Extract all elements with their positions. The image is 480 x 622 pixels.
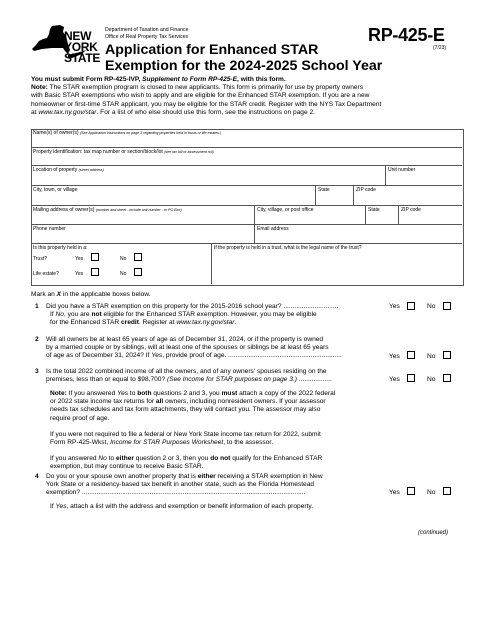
property-location-field[interactable]: Location of property (street address) <box>31 165 385 185</box>
logo-line-york: YORK <box>64 40 98 54</box>
department-name: Department of Taxation and Finance Office of Real Property Tax Services <box>105 27 189 40</box>
q2-no-label: No <box>427 353 436 360</box>
q4-attach-instruction: If Yes, attach a list with the address and exemption or benefit information of each property. <box>50 503 314 510</box>
form-title: Application for Enhanced STAR Exemption for the 2024-2025 School Year <box>105 42 383 74</box>
q3-note: Note: If you answered Yes to both questions 2 and 3, you must attach a copy of the 2022 federal or 2022 state income tax returns for all owners, including nonresident owners. If your assessor needs tax schedules and tax form attachments, they will contact you. The assessor may also require proof of age. <box>50 390 336 422</box>
question-4-number: 4 <box>35 473 39 480</box>
trust-no-label: No <box>120 256 127 262</box>
logo-line-new: NEW <box>64 29 92 43</box>
trust-yes-checkbox[interactable] <box>91 253 99 261</box>
form-revision: (7/23) <box>433 45 447 51</box>
unit-number-field[interactable]: Unit number <box>385 165 462 185</box>
life-estate-label: Life estate? <box>33 271 59 277</box>
owners-name-field[interactable]: Name(s) of owner(s) (See Application instructions on page 3 regarding properties held in trusts or life estates.) <box>33 130 222 136</box>
mark-instruction: Mark an X in the applicable boxes below. <box>31 291 151 298</box>
must-submit-line: You must submit Form RP-425-IVP, Supplement to Form RP-425-E, with this form. <box>31 76 286 83</box>
phone-field[interactable]: Phone number <box>31 224 254 243</box>
q1-yes-label: Yes <box>389 303 400 310</box>
intro-text: You must submit Form RP-425-IVP, Supplement to Form RP-425-E, with this form. Note: The STAR exemption program is closed to new applicants. This form is primarily for use by property owners with Basic STAR exemptions who wish to apply and are eligible for the Enhanced STAR exemption. If you are a new homeowner or first-time STAR applicant, you may be eligible for the STAR credit. Register with the NYS Tax Department at www.tax.ny.gov/star. For a list of who else should use this form, see the instructions on page 2. <box>31 76 461 117</box>
life-estate-no-label: No <box>120 271 127 277</box>
mailing-address-field[interactable]: Mailing address of owner(s) (number and street - include unit number - or PO Box) <box>31 205 254 224</box>
question-2-number: 2 <box>35 336 39 343</box>
register-link[interactable]: www.tax.ny.gov/star <box>176 319 235 327</box>
logo-wordmark <box>64 31 100 64</box>
trust-yes-label: Yes <box>75 256 84 262</box>
question-2-text: Will all owners be at least 65 years of age as of December 31, 2024, or if the property is owned by a married couple or by siblings, will at least one of the spouses or siblings be at least 65 years of age as of December 31, 2024? If Yes, provide proof of age. .............................................................. <box>46 336 342 360</box>
q1-yes-checkbox[interactable] <box>407 302 415 310</box>
life-estate-no-checkbox[interactable] <box>134 268 142 276</box>
star-website-link[interactable]: www.tax.ny.gov/star <box>38 108 97 116</box>
q3-worksheet-paragraph: If you were not required to file a federal or New York State income tax return for 2022, submit Form RP-425-Wkst, Income for STAR Purposes Worksheet, to the assessor. <box>50 431 321 447</box>
q3-no-label: No <box>427 376 436 383</box>
question-3-text: Is the total 2022 combined income of all the owners, and of any owners' spouses residing on the premises, less than or equal to $98,700? (See Income for STAR purposes on page 3.) .................. <box>46 368 332 384</box>
state-field[interactable]: State <box>315 185 353 205</box>
form-number: RP-425-E <box>368 25 445 45</box>
q4-yes-label: Yes <box>389 489 400 496</box>
city-town-field[interactable]: City, town, or village <box>31 185 315 205</box>
logo-line-state: STATE <box>64 51 101 65</box>
question-4-text: Do you or your spouse own another property that is either receiving a STAR exemption in New York State or a residency-based tax benefit in another state, such as the Florida Homestead exemption? .......................................................................................................................... <box>46 473 323 497</box>
question-3-number: 3 <box>35 368 39 375</box>
q3-not-qualify-paragraph: If you answered No to either question 2 or 3, then you do not qualify for the Enhanced STAR exemption, but may continue to receive Basic STAR. <box>50 455 323 471</box>
q3-yes-checkbox[interactable] <box>407 374 415 382</box>
q4-yes-checkbox[interactable] <box>407 487 415 495</box>
q2-yes-label: Yes <box>389 353 400 360</box>
mailing-state-field[interactable]: State <box>365 205 398 224</box>
held-in-question: Is this property held in a: <box>31 243 211 284</box>
email-field[interactable]: Email address <box>254 224 462 243</box>
q2-no-checkbox[interactable] <box>443 351 451 359</box>
trust-label: Trust? <box>33 256 47 262</box>
trust-name-field[interactable]: If the property is held in a trust, what is the legal name of the trust? <box>211 243 462 284</box>
q3-yes-label: Yes <box>389 376 400 383</box>
mailing-zip-field[interactable]: ZIP code <box>398 205 462 224</box>
q4-no-label: No <box>427 489 436 496</box>
q4-no-checkbox[interactable] <box>443 487 451 495</box>
trust-no-checkbox[interactable] <box>134 253 142 261</box>
question-1-text: Did you have a STAR exemption on this property for the 2015-2016 school year? .............................. If No, you are not eligible for the Enhanced STAR exemption. However, you may be eligible for the Enhanced STAR credit. Register at www.tax.ny.gov/star. <box>46 303 339 327</box>
mailing-city-field[interactable]: City, village, or post office <box>254 205 365 224</box>
continued-label: (continued) <box>418 530 449 536</box>
life-estate-yes-checkbox[interactable] <box>91 268 99 276</box>
question-1-number: 1 <box>35 303 39 310</box>
zip-field[interactable]: ZIP code <box>353 185 462 205</box>
property-id-field[interactable]: Property identification: tax map number or section/block/lot (see tax bill or assessment roll) <box>31 147 462 165</box>
q3-no-checkbox[interactable] <box>443 374 451 382</box>
q1-no-checkbox[interactable] <box>443 302 451 310</box>
q1-no-label: No <box>427 303 436 310</box>
life-estate-yes-label: Yes <box>75 271 84 277</box>
q2-yes-checkbox[interactable] <box>407 351 415 359</box>
